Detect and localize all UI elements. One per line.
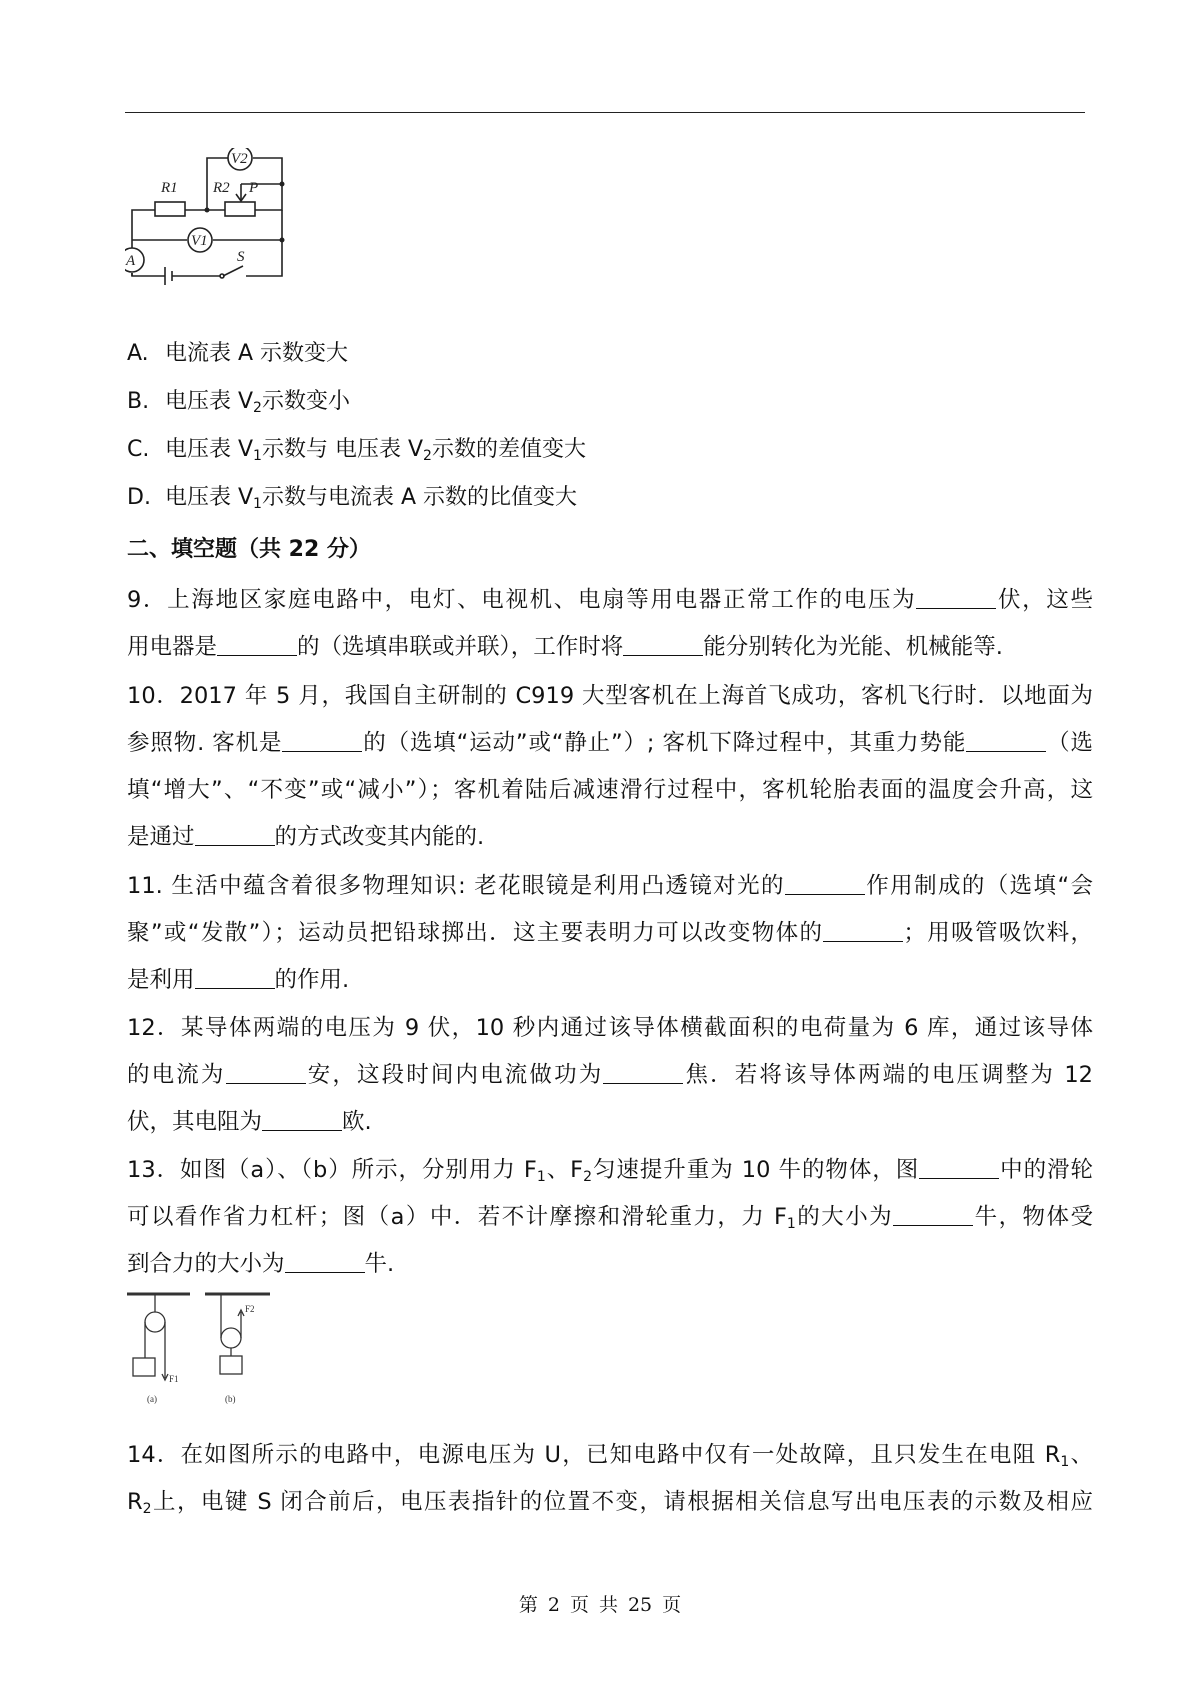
blank[interactable] [916,588,996,609]
page-footer: 第 2 页 共 25 页 [518,1594,682,1616]
blank[interactable] [785,874,865,895]
v2-label: V2 [231,151,248,167]
blank[interactable] [823,921,903,942]
question-13: 13．如图（a）、（b）所示，分别用力 $F_1$、$F_2$匀速提升重为 10 牛的物体，图 中的滑轮 可以看作省力杠杆；图（a）中．若不计摩擦和滑轮重力，力 $F_1$的大小为 牛，物体受 到合力的大小为 牛. [127,1157,1093,1277]
blank[interactable] [195,825,275,846]
question-12: 12．某导体两端的电压为 9 伏，10 秒内通过该导体横截面积的电荷量为 6 库，通过该导体 的电流为 安，这段时间内电流做功为 焦．若将该导体两端的电压调整为 12 伏，其电阻为 欧. [127,1015,1093,1135]
total-pages: 25 [627,1594,653,1616]
f2-label: F2 [245,1304,255,1314]
r2-label: R2 [213,180,230,196]
blank[interactable] [603,1063,683,1084]
switch-label: S [237,249,245,265]
question-14: 14．在如图所示的电路中，电源电压为 U，已知电路中仅有一处故障，且只发生在电阻 $R_1$、 $R_2$上，电键 S 闭合前后，电压表指针的位置不变，请根据相关信息写出电压表的示数及相应 [127,1442,1093,1517]
page-number: 2 [547,1594,560,1616]
f1-label: F1 [169,1374,179,1384]
blank[interactable] [282,731,362,752]
blank[interactable] [623,635,703,656]
blank[interactable] [893,1205,973,1226]
question-11: 11. 生活中蕴含着很多物理知识: 老花眼镜是利用凸透镜对光的 作用制成的（选填“会 聚”或“发散”）；运动员把铅球掷出．这主要表明力可以改变物体的 ；用吸管吸饮料， 是利用 的作用. [127,873,1093,993]
section-title: 二、填空题（共 22 分） [127,537,371,562]
option-c: C. 电压表 $V_1$示数与 电压表 $V_2$示数的差值变大 [127,437,586,464]
blank[interactable] [966,731,1046,752]
option-a: A. 电流表 A 示数变大 [127,341,349,366]
fig-a-label: (a) [147,1394,157,1404]
circuit-diagram [125,148,315,318]
blank[interactable] [226,1063,306,1084]
v1-label: V1 [191,233,208,249]
blank[interactable] [195,968,275,989]
blank[interactable] [919,1158,999,1179]
question-9: 9．上海地区家庭电路中，电灯、电视机、电扇等用电器正常工作的电压为 伏，这些 用电器是 的（选填串联或并联），工作时将 能分别转化为光能、机械能等. [127,587,1093,660]
r1-label: R1 [161,180,178,196]
question-10: 10．2017 年 5 月，我国自主研制的 C919 大型客机在上海首飞成功，客机飞行时．以地面为 参照物. 客机是 的（选填“运动”或“静止”）; 客机下降过程中，其重力势能 （选 填“增大”、“不变”或“减小”）；客机着陆后减速滑行过程中，客机轮胎表面的温度会升高，这 是通过 的方式改变其内能的. [127,683,1093,850]
option-b: B. 电压表 $V_2$示数变小 [127,389,350,416]
blank[interactable] [217,635,297,656]
blank[interactable] [262,1110,342,1131]
fig-b-label: (b) [225,1394,236,1404]
header-rule [125,112,1085,113]
p-label: P [249,180,259,196]
ammeter-label: A [126,253,136,269]
blank[interactable] [285,1252,365,1273]
pulley-diagram [125,1290,290,1410]
option-d: D. 电压表 $V_1$示数与电流表 A 示数的比值变大 [127,485,578,512]
